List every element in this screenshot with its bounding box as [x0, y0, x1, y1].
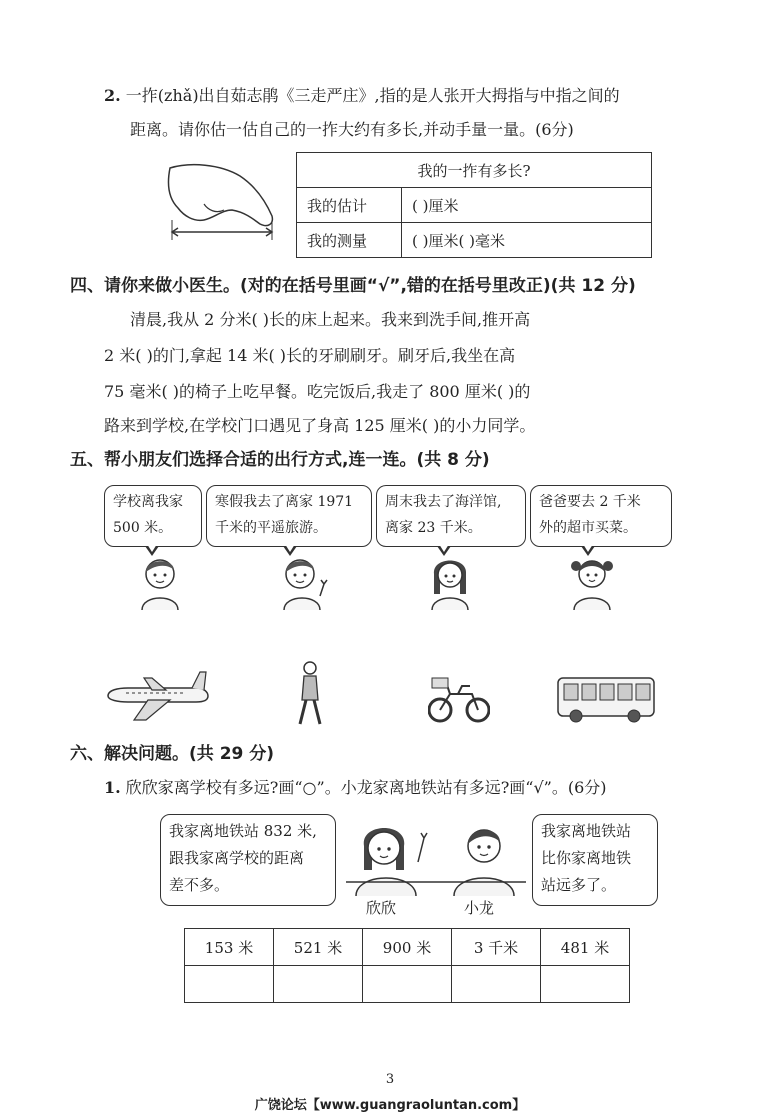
bubble-3: 周末我去了海洋馆, 离家 23 千米。 [376, 485, 526, 547]
distance-options-table [184, 928, 630, 1003]
answer-cell[interactable] [185, 966, 274, 1003]
span-table [296, 152, 652, 258]
bubble-1: 学校离我家 500 米。 [104, 485, 202, 547]
q2-number: 2. [104, 86, 121, 105]
option-cell: 153 米 [185, 929, 274, 966]
option-cell: 900 米 [363, 929, 452, 966]
name-xiaolong: 小龙 [464, 899, 495, 917]
bubble-2: 寒假我去了离家 1971 千米的平遥旅游。 [206, 485, 372, 547]
airplane-icon [104, 668, 210, 724]
option-cell: 521 米 [274, 929, 363, 966]
child-boy-1-icon [130, 550, 190, 610]
estimate-label: 我的估计 [297, 188, 402, 223]
estimate-value[interactable]: ( )厘米 [402, 188, 652, 223]
electric-bike-icon [428, 672, 490, 724]
walking-person-icon [290, 660, 330, 728]
child-girl-2-icon [562, 548, 622, 610]
name-xinxin: 欣欣 [366, 899, 397, 917]
section6-heading: 六、解决问题。(共 29 分) [70, 744, 275, 764]
page-number: 3 [385, 1072, 395, 1087]
answer-cell[interactable] [541, 966, 630, 1003]
measure-value[interactable]: ( )厘米( )毫米 [402, 223, 652, 258]
section5-heading: 五、帮小朋友们选择合适的出行方式,连一连。(共 8 分) [70, 450, 490, 470]
answer-cell[interactable] [452, 966, 541, 1003]
child-boy-2-icon [272, 550, 332, 610]
option-cell: 481 米 [541, 929, 630, 966]
q2-line2: 距离。请你估一估自己的一拃大约有多长,并动手量一量。(6分) [130, 120, 574, 139]
s6-q1-number: 1. [104, 778, 121, 797]
hand-span-icon [160, 158, 280, 248]
child-girl-1-icon [420, 550, 480, 610]
bus-icon [556, 676, 656, 724]
s6-q1: 1. 欣欣家离学校有多远?画“○”。小龙家离地铁站有多远?画“√”。(6分) [104, 778, 607, 797]
answer-cell[interactable] [274, 966, 363, 1003]
footer-site: 广饶论坛【www.guangraoluntan.com】 [254, 1098, 526, 1113]
section4-heading: 四、请你来做小医生。(对的在括号里画“√”,错的在括号里改正)(共 12 分) [70, 276, 636, 296]
s4-line-4: 路来到学校,在学校门口遇见了身高 125 厘米( )的小力同学。 [104, 416, 536, 435]
s4-line-2: 2 米( )的门,拿起 14 米( )长的牙刷刷牙。刷牙后,我坐在高 [104, 346, 516, 365]
option-cell: 3 千米 [452, 929, 541, 966]
xiaolong-bubble: 我家离地铁站 比你家离地铁 站远多了。 [532, 814, 658, 906]
s4-line-1: 清晨,我从 2 分米( )长的床上起来。我来到洗手间,推开高 [130, 310, 531, 329]
span-table-title: 我的一拃有多长? [297, 153, 652, 188]
q2-line1: 2. 一拃(zhǎ)出自茹志鹃《三走严庄》,指的是人张开大拇指与中指之间的 [104, 86, 620, 105]
two-children-icon [346, 812, 526, 896]
bubble-4: 爸爸要去 2 千米 外的超市买菜。 [530, 485, 672, 547]
s4-line-3: 75 毫米( )的椅子上吃早餐。吃完饭后,我走了 800 厘米( )的 [104, 382, 531, 401]
answer-cell[interactable] [363, 966, 452, 1003]
measure-label: 我的测量 [297, 223, 402, 258]
xinxin-bubble: 我家离地铁站 832 米, 跟我家离学校的距离 差不多。 [160, 814, 336, 906]
